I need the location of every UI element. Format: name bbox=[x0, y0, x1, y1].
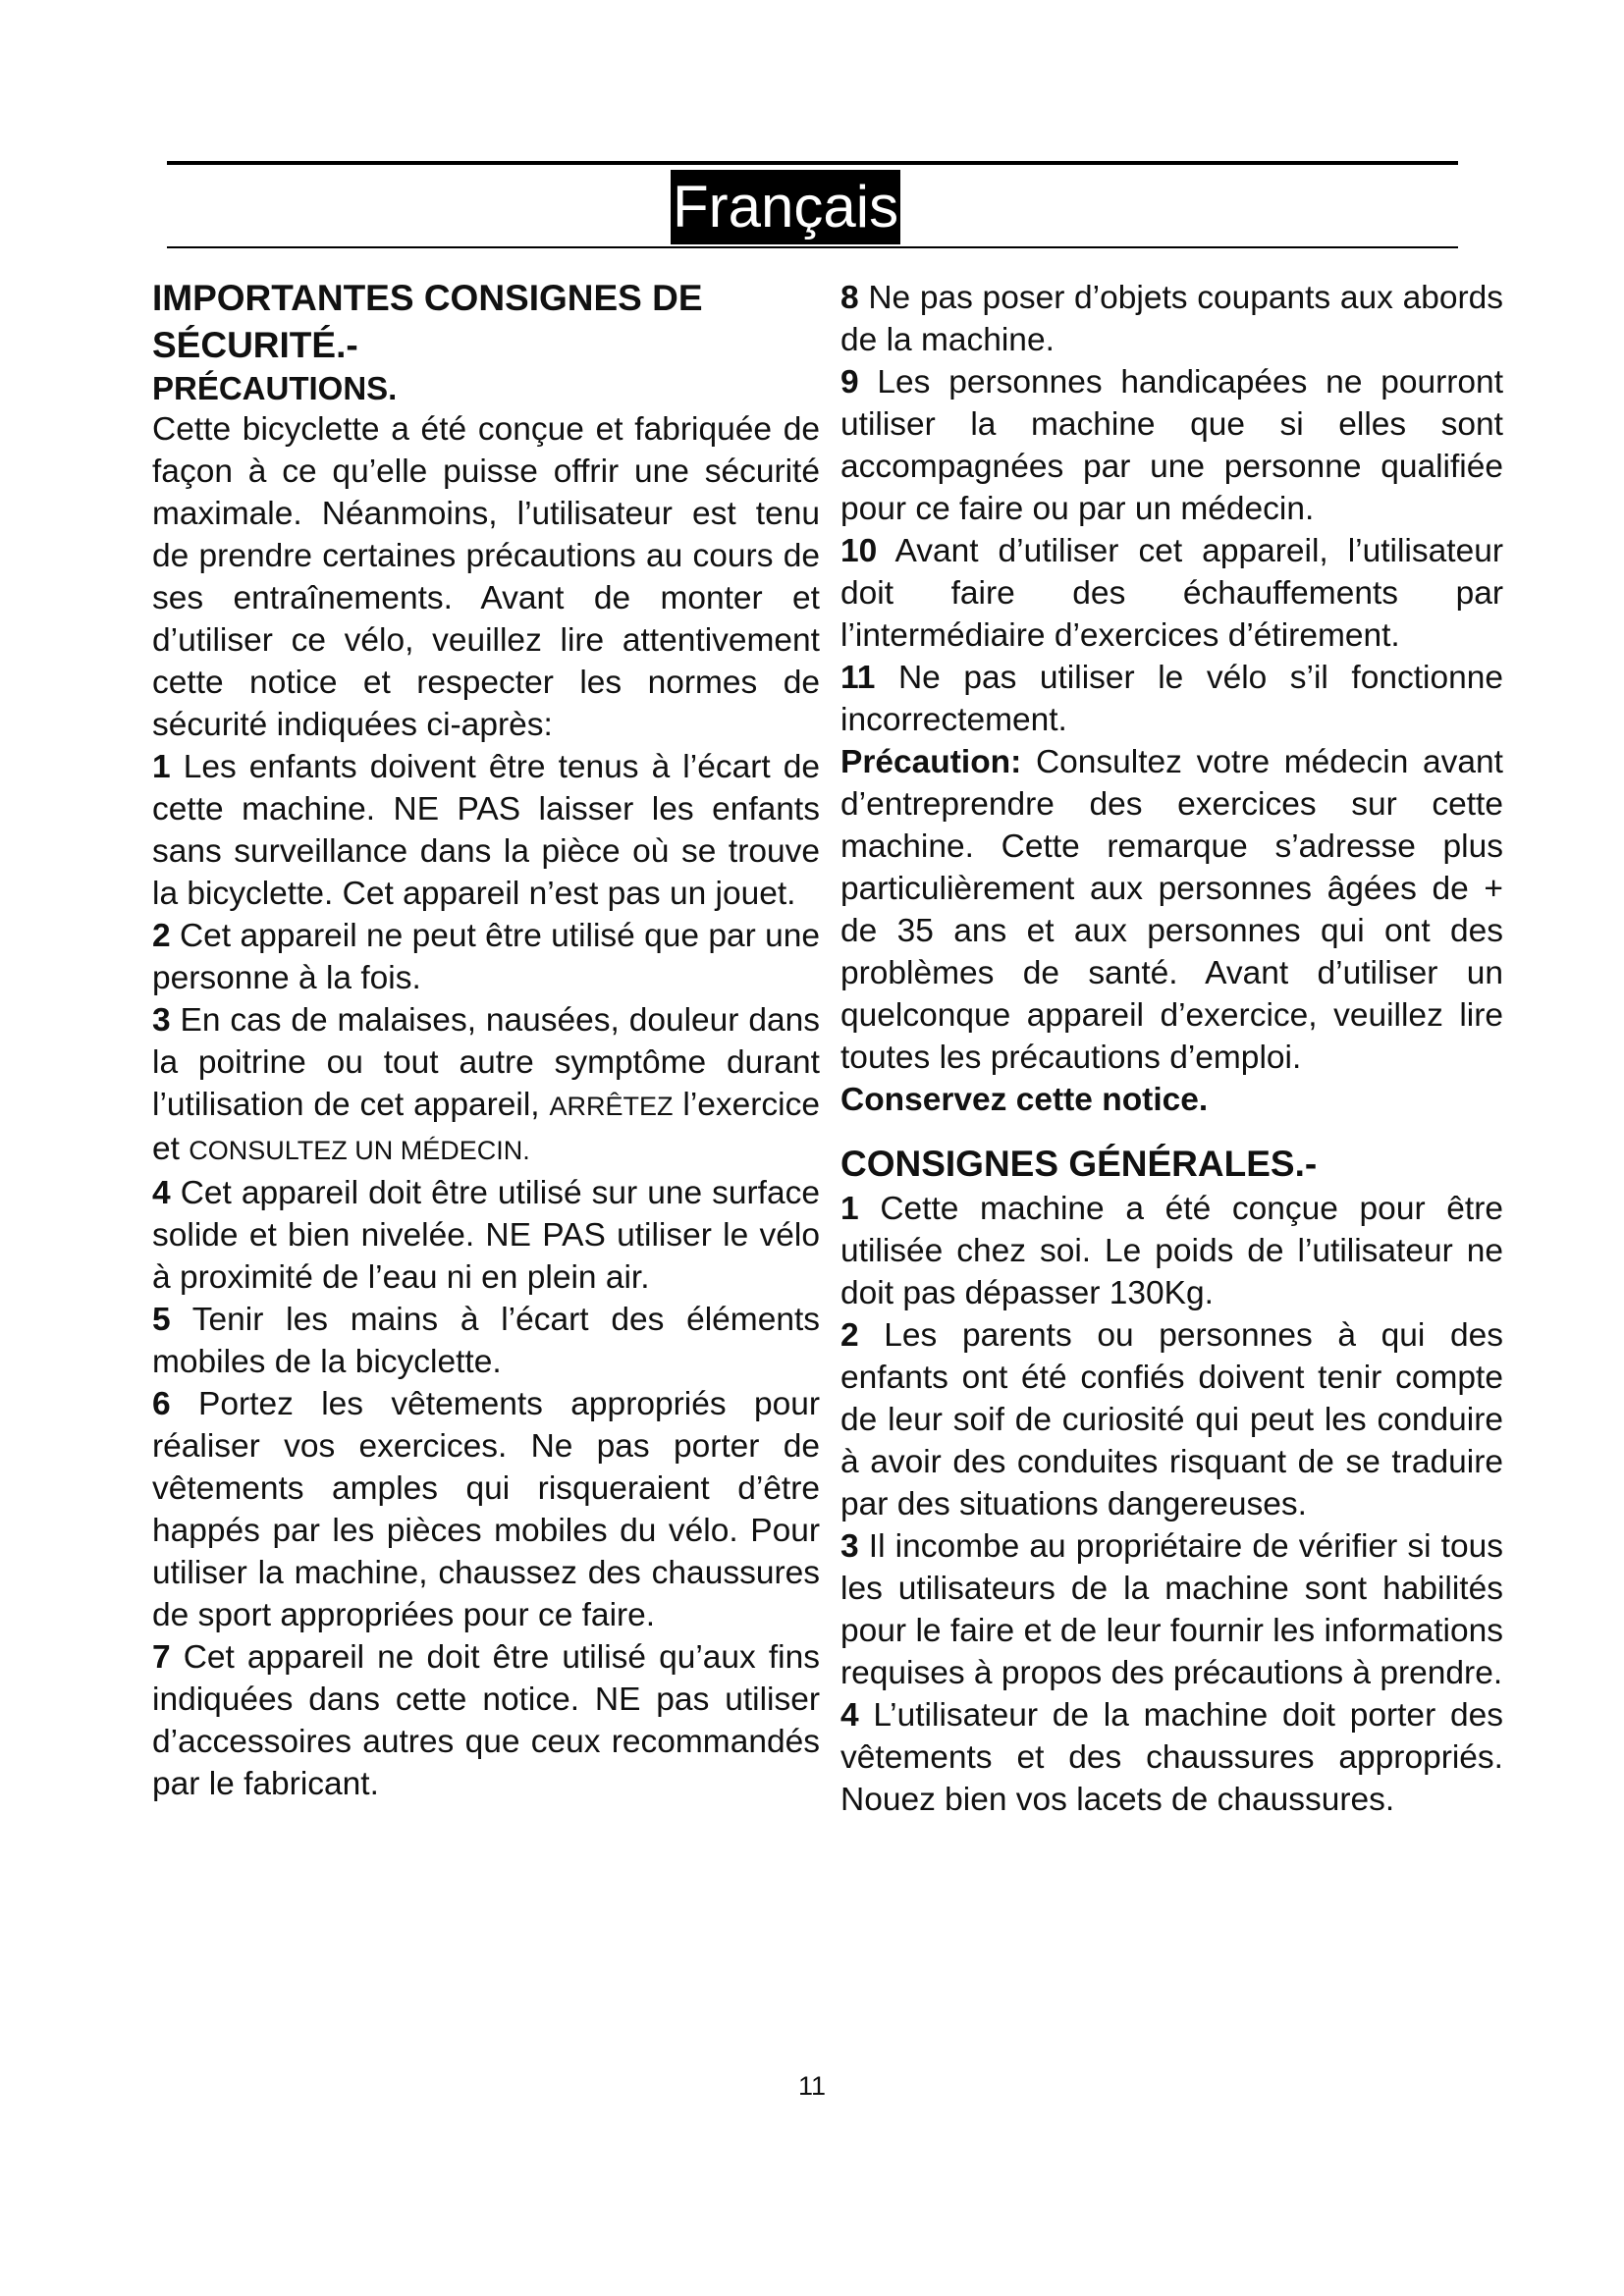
item-number: 1 bbox=[840, 1191, 859, 1227]
item-number: 7 bbox=[152, 1639, 171, 1676]
list-item bbox=[840, 277, 1503, 361]
page-number: 11 bbox=[797, 2071, 827, 2101]
item-number: 3 bbox=[840, 1528, 859, 1565]
item-number: 9 bbox=[840, 364, 859, 400]
general-title: CONSIGNES GÉNÉRALES.- bbox=[840, 1144, 1318, 1184]
item-text: En cas de malaises, nausées, douleur dans la poitrine ou tout autre symptôme durant l’utilisation de cet appareil, bbox=[152, 1002, 820, 1123]
keep-notice: Conservez cette notice. bbox=[840, 1082, 1209, 1118]
right-column bbox=[840, 277, 1503, 1821]
item-text: Portez les vêtements appropriés pour réaliser vos exercices. Ne pas porter de vêtements amples qui risqueraient d’être happés par les pièces mobiles du vélo. Pour utiliser la machine, chaussez des chaussures de sport appropriées pour ce faire. bbox=[152, 1386, 820, 1633]
list-item bbox=[152, 915, 820, 999]
item-number: 2 bbox=[152, 918, 171, 954]
item-number: 3 bbox=[152, 1002, 171, 1039]
item-text: Il incombe au propriétaire de vérifier si tous les utilisateurs de la machine sont habilités pour le faire et de leur fournir les informations requises à propos des précautions à prendre. bbox=[840, 1528, 1503, 1691]
list-item bbox=[840, 361, 1503, 530]
item-text: Les parents ou personnes à qui des enfants ont été confiés doivent tenir compte de leur soif de curiosité qui peut les conduire à avoir des conduites risquant de se traduire par des situations dangereuses. bbox=[840, 1317, 1503, 1522]
precautions-subtitle: PRÉCAUTIONS. bbox=[152, 370, 398, 406]
list-item bbox=[152, 746, 820, 915]
header-rule-top bbox=[167, 161, 1458, 165]
item-text: l’exercice et bbox=[152, 1087, 821, 1167]
item-number: 8 bbox=[840, 280, 859, 316]
item-number: 11 bbox=[840, 660, 876, 696]
language-badge: Français bbox=[671, 170, 900, 244]
list-item bbox=[840, 1314, 1503, 1525]
item-text: Cette machine a été conçue pour être utilisée chez soi. Le poids de l’utilisateur ne doit pas dépasser 130Kg. bbox=[840, 1191, 1503, 1311]
item-text: Cet appareil ne peut être utilisé que par une personne à la fois. bbox=[152, 918, 821, 996]
list-item bbox=[840, 1694, 1503, 1821]
item-number: 1 bbox=[152, 749, 171, 785]
precaution-text: Consultez votre médecin avant d’entreprendre des exercices sur cette machine. Cette remarque s’adresse plus particulièrement aux personnes âgées de + de 35 ans et aux personnes qui ont des problèmes de santé. Avant d’utiliser un quelconque appareil d’exercice, veuillez lire toutes les précautions d’emploi. bbox=[840, 744, 1503, 1076]
intro-paragraph: Cette bicyclette a été conçue et fabriquée de façon à ce qu’elle puisse offrir une sécurité maximale. Néanmoins, l’utilisateur est tenu de prendre certaines précautions au cours de ses entraînements. Avant de monter et d’utiliser ce vélo, veuillez lire attentivement cette notice et respecter les normes de sécurité indiquées ci-après: bbox=[152, 411, 820, 743]
item-text: L’utilisateur de la machine doit porter des vêtements et des chaussures appropriés. Nouez bien vos lacets de chaussures. bbox=[840, 1697, 1503, 1818]
item-number: 4 bbox=[840, 1697, 859, 1734]
item-text: Cet appareil doit être utilisé sur une surface solide et bien nivelée. NE PAS utiliser le vélo à proximité de l’eau ni en plein air. bbox=[152, 1175, 820, 1296]
item-text: Tenir les mains à l’écart des éléments mobiles de la bicyclette. bbox=[152, 1302, 821, 1380]
item-number: 2 bbox=[840, 1317, 859, 1354]
item-text: Les enfants doivent être tenus à l’écart de cette machine. NE PAS laisser les enfants sans surveillance dans la pièce où se trouve la bicyclette. Cet appareil n’est pas un jouet. bbox=[152, 749, 820, 912]
item-number: 4 bbox=[152, 1175, 171, 1211]
list-item bbox=[840, 1525, 1503, 1694]
left-column bbox=[152, 275, 820, 1805]
precaution-label: Précaution: bbox=[840, 744, 1022, 780]
item-text: Ne pas utiliser le vélo s’il fonctionne incorrectement. bbox=[840, 660, 1504, 738]
item-caps: CONSULTEZ UN MÉDECIN. bbox=[189, 1136, 530, 1165]
item-number: 5 bbox=[152, 1302, 171, 1338]
list-item bbox=[152, 1636, 820, 1805]
list-item bbox=[840, 530, 1503, 657]
item-text: Ne pas poser d’objets coupants aux abords de la machine. bbox=[840, 280, 1503, 358]
item-caps: ARRÊTEZ bbox=[549, 1092, 674, 1121]
item-text: Avant d’utiliser cet appareil, l’utilisateur doit faire des échauffements par l’intermédiaire d’exercices d’étirement. bbox=[840, 533, 1503, 654]
list-item bbox=[840, 657, 1503, 741]
item-text: Les personnes handicapées ne pourront utiliser la machine que si elles sont accompagnées par une personne qualifiée pour ce faire ou par un médecin. bbox=[840, 364, 1503, 527]
list-item bbox=[152, 1299, 820, 1383]
list-item bbox=[840, 1188, 1503, 1314]
list-item bbox=[152, 999, 820, 1172]
list-item bbox=[152, 1383, 820, 1636]
item-text: Cet appareil ne doit être utilisé qu’aux fins indiquées dans cette notice. NE pas utiliser d’accessoires autres que ceux recommandés par le fabricant. bbox=[152, 1639, 820, 1802]
safety-title: IMPORTANTES CONSIGNES DE SÉCURITÉ.- bbox=[152, 278, 703, 365]
precaution-paragraph bbox=[840, 741, 1503, 1079]
list-item bbox=[152, 1172, 820, 1299]
header-rule-bottom bbox=[167, 246, 1458, 248]
item-number: 6 bbox=[152, 1386, 171, 1422]
item-number: 10 bbox=[840, 533, 878, 569]
